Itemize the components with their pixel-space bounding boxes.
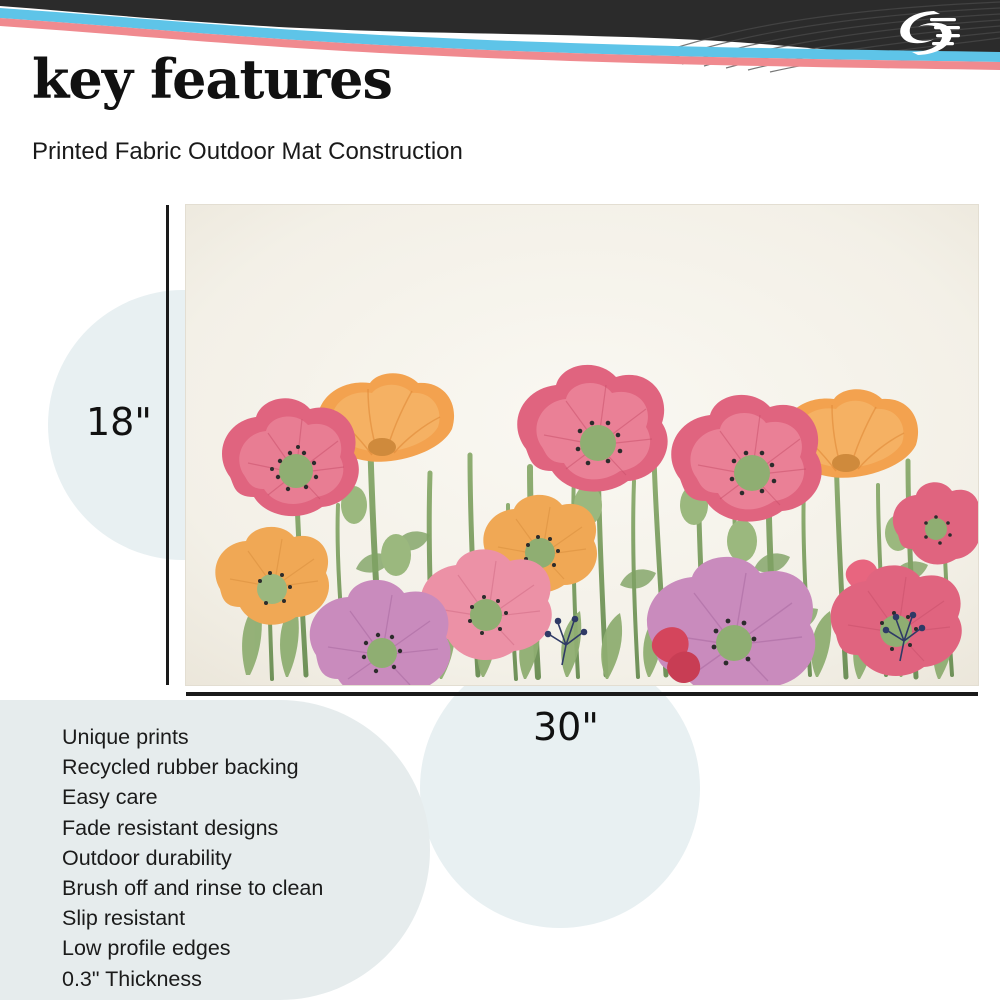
decorative-circle-bottom	[420, 648, 700, 928]
brand-swirl-logo	[878, 6, 974, 60]
width-dimension-line	[186, 692, 978, 696]
page-title: key features	[32, 47, 392, 111]
height-dimension-line	[166, 205, 169, 685]
list-item: Slip resistant	[62, 906, 186, 931]
list-item: Brush off and rinse to clean	[62, 876, 324, 901]
page-subtitle: Printed Fabric Outdoor Mat Construction	[32, 138, 463, 165]
list-item: Low profile edges	[62, 936, 231, 961]
list-item: Fade resistant designs	[62, 815, 279, 840]
feature-list	[62, 722, 323, 994]
list-item: 0.3" Thickness	[62, 966, 202, 991]
list-item: Outdoor durability	[62, 845, 232, 870]
product-mat-image	[186, 205, 978, 685]
height-dimension-label: 18"	[86, 400, 152, 444]
width-dimension-label: 30"	[533, 705, 599, 749]
list-item: Recycled rubber backing	[62, 755, 299, 780]
list-item: Unique prints	[62, 725, 189, 749]
list-item: Easy care	[62, 785, 158, 810]
